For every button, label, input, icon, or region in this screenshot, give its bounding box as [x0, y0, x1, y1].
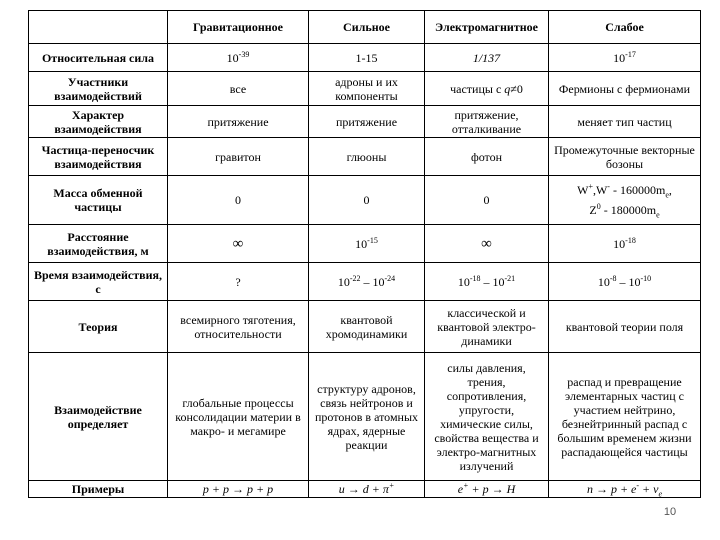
- row-label-theory: Теория: [29, 301, 168, 353]
- cell-examples-weak: $n \to p + e^- + \nu_e$: [549, 481, 701, 498]
- page-number: 10: [663, 506, 677, 518]
- cell-character-strong: притяжение: [309, 106, 425, 138]
- interactions-table: [28, 10, 701, 498]
- cell-time-em: $10^{-18} - 10^{-21}$: [425, 263, 549, 301]
- row-carrier: [29, 138, 701, 176]
- corner-cell: [29, 11, 168, 44]
- col-weak: Слабое: [549, 11, 701, 44]
- header-row: [29, 11, 701, 44]
- cell-participants-strong: адроны и их компоненты: [309, 72, 425, 106]
- row-time: [29, 263, 701, 301]
- cell-examples-strong: u → d + π+: [309, 481, 425, 498]
- row-label-range: Расстояние взаимодействия, м: [29, 225, 168, 263]
- cell-strength-em: 1/137: [425, 44, 549, 72]
- cell-character-em: притяжение, отталкивание: [425, 106, 549, 138]
- cell-mass-strong: 0: [309, 176, 425, 225]
- cell-determines-strong: структуру адронов, связь нейтронов и протонов в атомных ядрах, ядерные реакции: [309, 353, 425, 481]
- col-strong: Сильное: [309, 11, 425, 44]
- cell-carrier-strong: глюоны: [309, 138, 425, 176]
- cell-theory-grav: всемирного тяготения, относительности: [168, 301, 309, 353]
- cell-determines-em: силы давления, трения, сопротивления, упругости, химические силы, свойства вещества и электро-магнитных излучений: [425, 353, 549, 481]
- cell-examples-grav: p + p → p + p: [168, 481, 309, 498]
- col-gravitational: Гравитационное: [168, 11, 309, 44]
- cell-character-weak: меняет тип частиц: [549, 106, 701, 138]
- cell-strength-weak: $10^{-17}$: [549, 44, 701, 72]
- cell-range-grav: ∞: [168, 225, 309, 263]
- cell-range-em: ∞: [425, 225, 549, 263]
- cell-theory-strong: квантовой хромодинамики: [309, 301, 425, 353]
- cell-carrier-em: фотон: [425, 138, 549, 176]
- cell-time-weak: $10^{-8} - 10^{-10}$: [549, 263, 701, 301]
- cell-participants-grav: все: [168, 72, 309, 106]
- row-participants: [29, 72, 701, 106]
- cell-participants-em: частицы с q≠0: [425, 72, 549, 106]
- row-label-strength: Относительная сила: [29, 44, 168, 72]
- cell-carrier-grav: гравитон: [168, 138, 309, 176]
- row-label-time: Время взаимодействия, с: [29, 263, 168, 301]
- col-electromagnetic: Электромагнитное: [425, 11, 549, 44]
- row-character: [29, 106, 701, 138]
- cell-carrier-weak: Промежуточные векторные бозоны: [549, 138, 701, 176]
- cell-strength-grav: $10^{-39}$: [168, 44, 309, 72]
- row-label-determines: Взаимодействие определяет: [29, 353, 168, 481]
- cell-theory-weak: квантовой теории поля: [549, 301, 701, 353]
- cell-theory-em: классической и квантовой электро-динамики: [425, 301, 549, 353]
- cell-mass-grav: 0: [168, 176, 309, 225]
- cell-character-grav: притяжение: [168, 106, 309, 138]
- row-determines: [29, 353, 701, 481]
- row-strength: [29, 44, 701, 72]
- row-label-carrier: Частица-переносчик взаимодействия: [29, 138, 168, 176]
- cell-determines-grav: глобальные процессы консолидации материи в макро- и мегамире: [168, 353, 309, 481]
- cell-strength-strong: 1-15: [309, 44, 425, 72]
- row-label-examples: Примеры: [29, 481, 168, 498]
- row-label-character: Характер взаимодействия: [29, 106, 168, 138]
- cell-examples-em: e+ + p → H: [425, 481, 549, 498]
- row-mass: [29, 176, 701, 225]
- row-label-participants: Участники взаимодействий: [29, 72, 168, 106]
- row-theory: [29, 301, 701, 353]
- cell-mass-weak: $W^+,W^- - 160000m_e$, $Z^0 - 180000m_e$: [549, 176, 701, 225]
- cell-determines-weak: распад и превращение элементарных частиц с участием нейтрино, безнейтринный распад с большим временем жизни распадающейся частицы: [549, 353, 701, 481]
- row-range: [29, 225, 701, 263]
- row-label-mass: Масса обменной частицы: [29, 176, 168, 225]
- cell-range-weak: $10^{-18}$: [549, 225, 701, 263]
- cell-range-strong: $10^{-15}$: [309, 225, 425, 263]
- row-examples: [29, 481, 701, 498]
- cell-participants-weak: Фермионы с фермионами: [549, 72, 701, 106]
- cell-time-grav: ?: [168, 263, 309, 301]
- cell-mass-em: 0: [425, 176, 549, 225]
- cell-time-strong: $10^{-22} - 10^{-24}$: [309, 263, 425, 301]
